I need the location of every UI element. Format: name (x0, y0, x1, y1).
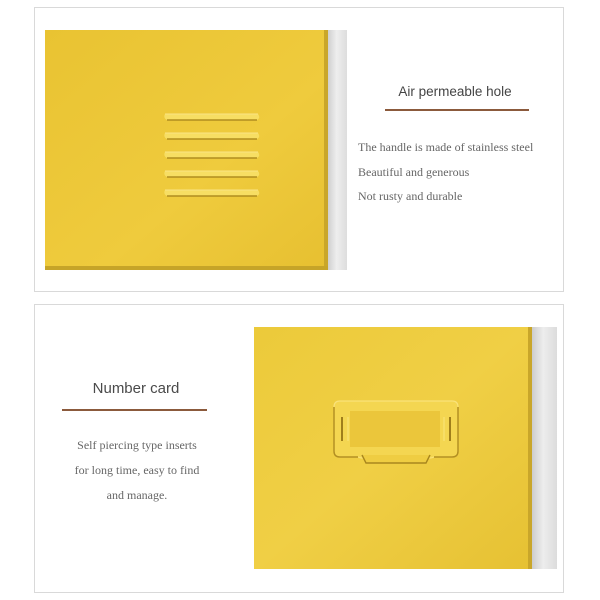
feature-card-number-card (34, 304, 564, 593)
card-holder-slot (334, 401, 458, 463)
description-line: Beautiful and generous (358, 164, 470, 179)
heading-underline (385, 109, 529, 111)
heading-underline (62, 409, 207, 411)
description-line: for long time, easy to find (74, 463, 200, 477)
air-vent-photo (45, 30, 347, 270)
feature-description (358, 135, 533, 209)
feature-description (59, 433, 215, 508)
number-card-photo (254, 327, 557, 569)
number-card-illustration (254, 327, 557, 569)
feature-card-air-vent (34, 7, 564, 292)
description-line: and manage. (106, 488, 168, 502)
feature-heading: Air permeable hole (398, 84, 512, 99)
yellow-door-panel (45, 30, 325, 268)
feature-heading: Number card (92, 380, 180, 397)
description-line: The handle is made of stainless steel (358, 140, 534, 154)
locker-frame (532, 327, 557, 569)
description-line: Not rusty and durable (358, 189, 463, 203)
vent-panel-illustration (45, 30, 347, 270)
locker-frame (328, 30, 347, 270)
description-line: Self piercing type inserts (77, 438, 197, 452)
